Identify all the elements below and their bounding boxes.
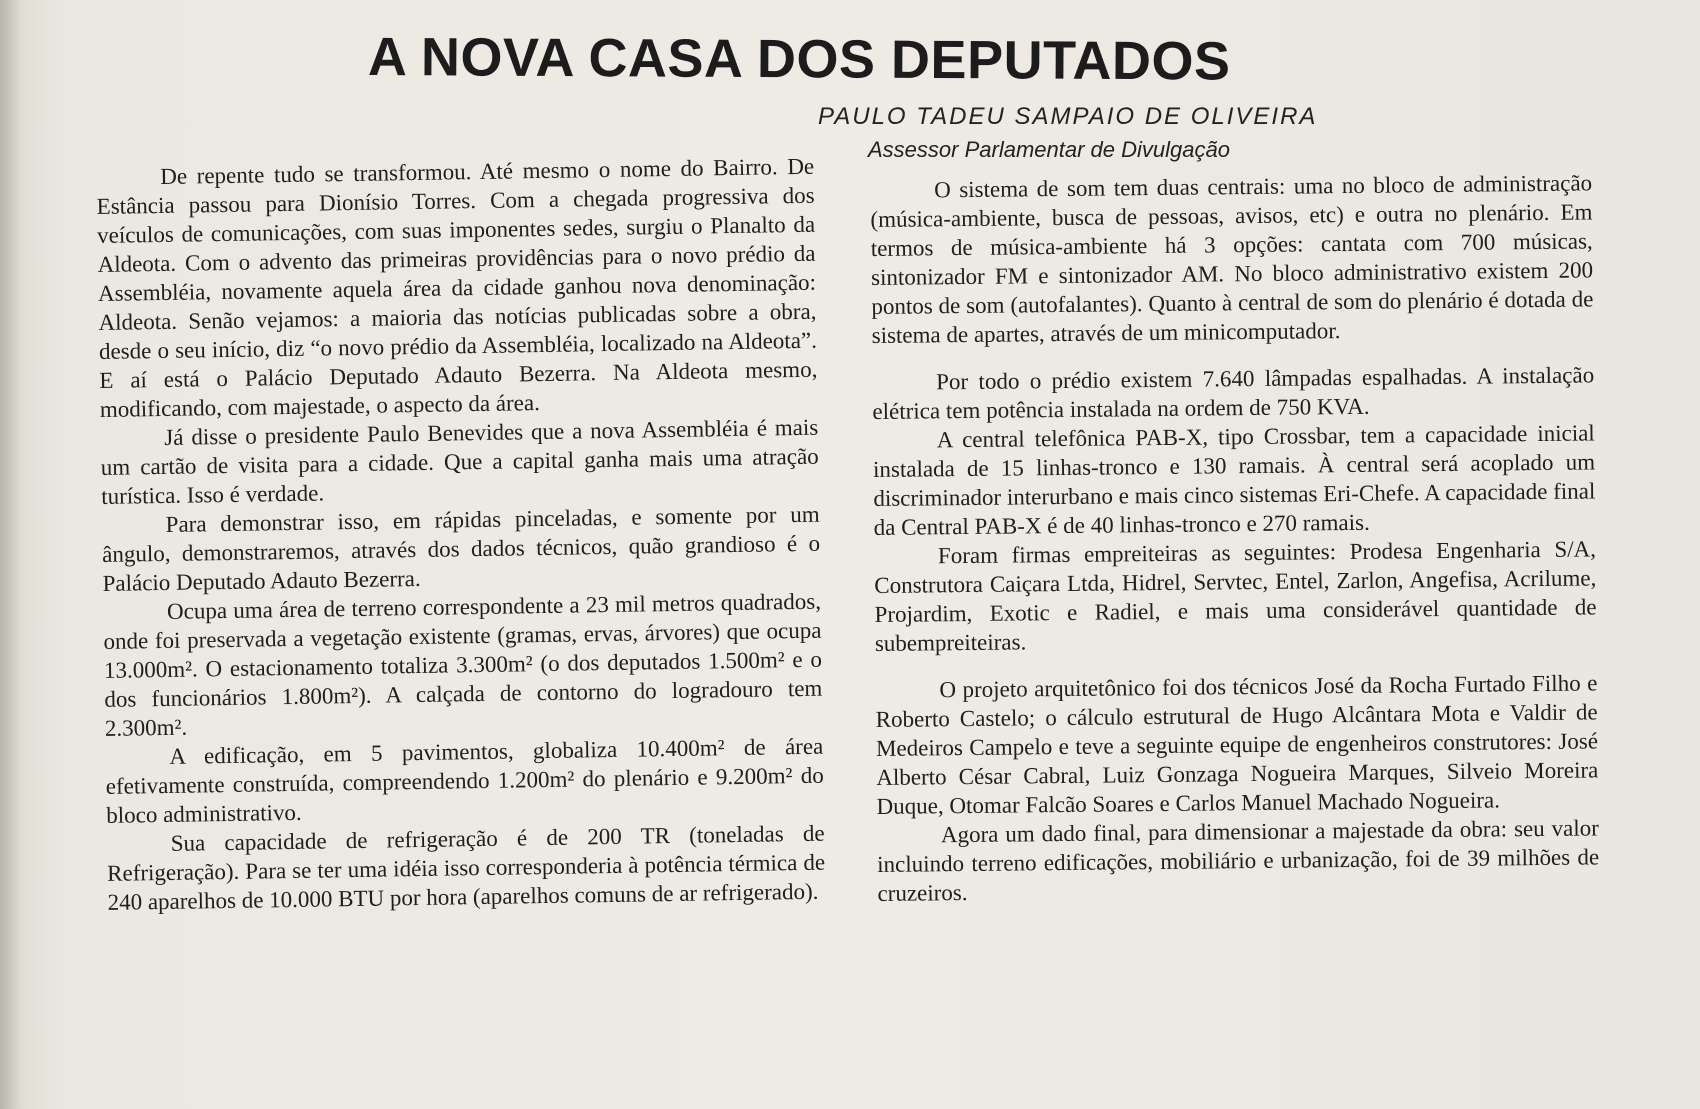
paragraph: A central telefônica PAB-X, tipo Crossbar, tem a capacidade inicial instalada de 15 linhas-tronco e 130 ramais. À central será acoplado um discriminador interurbano e mais cinco sistemas Eri-Chefe. A capacidade final da Central PAB-X é de 40 linhas-tronco e 270 ramais. <box>872 420 1596 540</box>
paragraph: A edificação, em 5 pavimentos, globaliza 10.400m² de área efetivamente construída, compreendendo 1.200m² do plenário e 9.200m² do bloco administrativo. <box>105 733 824 828</box>
paragraph: O sistema de som tem duas centrais: uma no bloco de administração (música-ambiente, busca de pessoas, avisos, etc) e outra no plenário. Em termos de música-ambiente há 3 opções: cantata com 700 músicas, sintonizador FM e sintonizador AM. No bloco administrativo existem 200 pontos de som (autofalantes). Quanto à central de som do plenário é dotada de sistema de apartes, através de um minicomputador. <box>870 170 1594 348</box>
left-column <box>96 152 826 917</box>
paragraph: Para demonstrar isso, em rápidas pinceladas, e somente por um ângulo, demonstraremos, através dos dados técnicos, quão grandioso é o Palácio Deputado Adauto Bezerra. <box>101 501 821 596</box>
paragraph: Foram firmas empreiteiras as seguintes: Prodesa Engenharia S/A, Construtora Caiçara Ltda, Hidrel, Servtec, Entel, Zarlon, Angefisa, Acrilume, Projardim, Exotic e Radiel, e mais uma considerável quantidade de subempreiteiras. <box>874 536 1597 656</box>
paragraph: O projeto arquitetônico foi dos técnicos José da Rocha Furtado Filho e Roberto Castelo; o cálculo estrutural de Hugo Alcântara Mota e Valdir de Medeiros Campelo e teve a seguinte equipe de engenheiros construtores: José Alberto César Cabral, Luiz Gonzaga Nogueira Marques, Silveio Moreira Duque, Otomar Falcão Soares e Carlos Manuel Machado Nogueira. <box>875 670 1599 819</box>
right-column <box>870 168 1600 908</box>
paragraph: Ocupa uma área de terreno correspondente a 23 mil metros quadrados, onde foi preservada a vegetação existente (gramas, ervas, árvores) que ocupa 13.000m². O estacionamento totaliza 3.300m² (o dos deputados 1.500m² e o dos funcionários 1.800m²). A calçada de contorno do logradouro tem 2.300m². <box>103 588 823 741</box>
paragraph: De repente tudo se transformou. Até mesmo o nome do Bairro. De Estância passou para Dionísio Torres. Com a chegada progressiva dos veículos de comunicações, com suas imponentes sedes, surgiu o Planalto da Aldeota. Com o advento das primeiras providências para o novo prédio da Assembléia, novamente aquela área da cidade ganhou nova denominação: Aldeota. Senão vejamos: a maioria das notícias publicadas sobre a obra, desde o seu início, diz “o novo prédio da Assembléia, localizado na Aldeota”. E aí está o Palácio Deputado Adauto Bezerra. Na Aldeota mesmo, modificando, com majestade, o aspecto da área. <box>96 153 818 422</box>
page-fold-shadow <box>0 0 22 1109</box>
author-role: Assessor Parlamentar de Divulgação <box>868 137 1230 162</box>
paragraph: Por todo o prédio existem 7.640 lâmpadas espalhadas. A instalação elétrica tem potência instalada na ordem de 750 KVA. <box>872 362 1595 424</box>
paragraph: Já disse o presidente Paulo Benevides que a nova Assembléia é mais um cartão de visita para a cidade. Que a capital ganha mais uma atração turística. Isso é verdade. <box>100 414 819 509</box>
article-title: A NOVA CASA DOS DEPUTADOS <box>367 27 1231 92</box>
paragraph: Agora um dado final, para dimensionar a majestade da obra: seu valor incluindo terreno edificações, mobiliário e urbanização, foi de 39 milhões de cruzeiros. <box>877 815 1600 906</box>
paragraph: Sua capacidade de refrigeração é de 200 TR (toneladas de Refrigeração). Para se ter uma idéia isso corresponderia à potência térmica de 240 aparelhos de 10.000 BTU por hora (aparelhos comuns de ar refrigerado). <box>106 820 826 915</box>
article-author: PAULO TADEU SAMPAIO DE OLIVEIRA <box>818 103 1318 130</box>
